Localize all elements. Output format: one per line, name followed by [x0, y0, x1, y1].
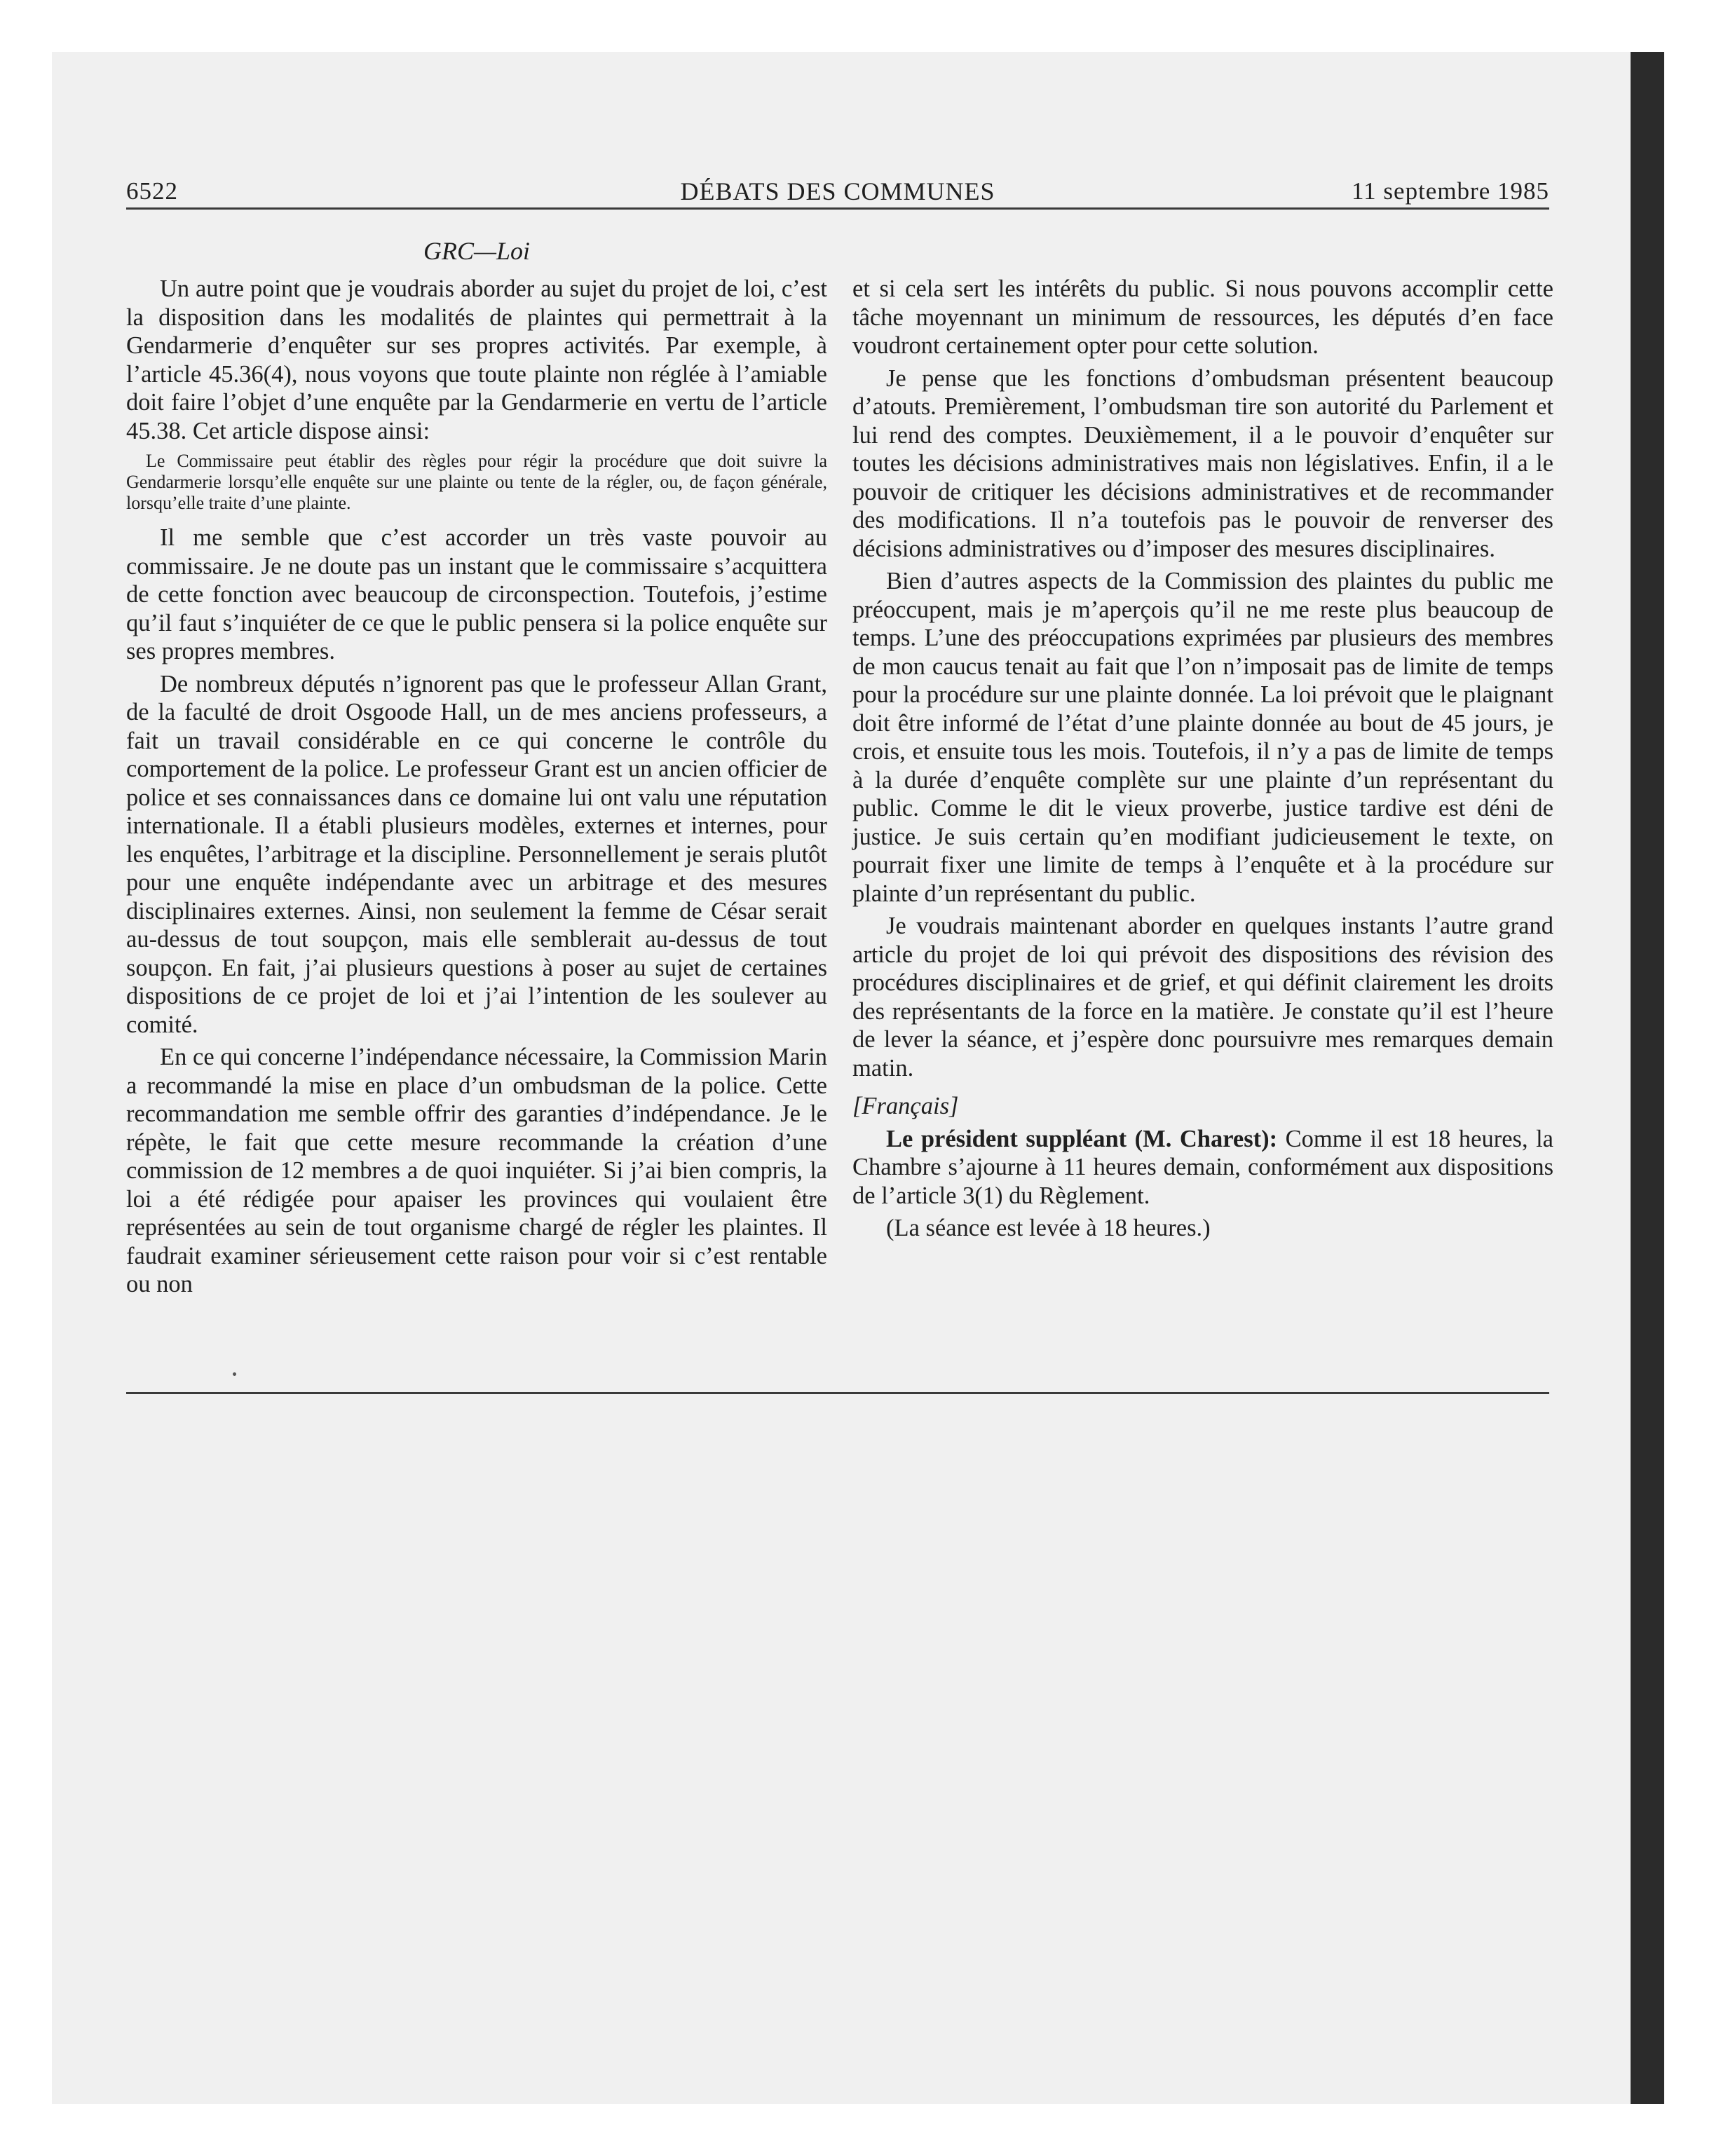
- quoted-provision: Le Commissaire peut établir des règles pour régir la procédure que doit suivre la Gendarmerie lorsqu’elle enquête sur une plainte ou tente de la régler, ou, de façon générale, lorsqu’elle traite d’une plainte.: [126, 451, 827, 513]
- speck: [233, 1372, 236, 1376]
- section-title: GRC—Loi: [423, 237, 531, 265]
- speaker-name: Le président suppléant (M. Charest):: [886, 1125, 1278, 1152]
- paragraph: et si cela sert les intérêts du public. Si nous pouvons accomplir cette tâche moyennant un minimum de ressources, les députés d’en face voudront certainement opter pour cette solution.: [852, 275, 1553, 359]
- scan-edge-shadow: [1631, 52, 1664, 2104]
- page-header: [126, 174, 1549, 209]
- speaker-text: Comme il est 18 heures, la Chambre s’ajourne à 11 heures demain, conformément aux dispositions de l’article 3(1) du Règlement.: [852, 1125, 1553, 1209]
- publication-date: 11 septembre 1985: [1351, 177, 1549, 205]
- closing-line: (La séance est levée à 18 heures.): [886, 1215, 1211, 1241]
- speaker-paragraph: [852, 1125, 1553, 1210]
- language-tag: [Français]: [852, 1093, 959, 1119]
- paragraph: De nombreux députés n’ignorent pas que le professeur Allan Grant, de la faculté de droit Osgoode Hall, un de mes anciens professeurs, a fait un travail considérable en ce qui concerne le contrôle du comportement de la police. Le professeur Grant est un ancien officier de police et ses connaissances dans ce domaine lui ont valu une réputation internationale. Il a établi plusieurs modèles, externes et internes, pour les enquêtes, l’arbitrage et la discipline. Personnellement je serais plutôt pour une enquête indépendante avec un arbitrage et des mesures disciplinaires externes. Ainsi, non seulement la femme de César serait au-dessus de tout soupçon, mais elle semblerait au-dessus de tout soupçon. En fait, j’ai plusieurs questions à poser au sujet de certaines dispositions de ce projet de loi et j’ai l’intention de les soulever au comité.: [126, 670, 827, 1038]
- footer-rule: [126, 1392, 1549, 1394]
- right-column: [852, 275, 1553, 1247]
- paragraph: Je pense que les fonctions d’ombudsman présentent beaucoup d’atouts. Premièrement, l’ombudsman tire son autorité du Parlement et lui rend des comptes. Deuxièmement, il a le pouvoir d’enquêter sur toutes les décisions administratives mais non législatives. Enfin, il a le pouvoir de critiquer les décisions administratives et de recommander des modifications. Il n’a toutefois pas le pouvoir de renverser des décisions administratives ou d’imposer des mesures disciplinaires.: [852, 364, 1553, 562]
- left-column: [126, 275, 827, 1303]
- page-number: 6522: [126, 177, 178, 205]
- paragraph: En ce qui concerne l’indépendance nécessaire, la Commission Marin a recommandé la mise en place d’un ombudsman de la police. Cette recommandation me semble offrir des garanties d’indépendance. Je le répète, le fait que cette mesure recommande la création d’une commission de 12 membres a de quoi inquiéter. Si j’ai bien compris, la loi a été rédigée pour apaiser les provinces qui voulaient être représentées au sein de tout organisme chargé de régler les plaintes. Il faudrait examiner sérieusement cette raison pour voir si c’est rentable ou non: [126, 1044, 827, 1297]
- publication-title: DÉBATS DES COMMUNES: [680, 177, 995, 205]
- paragraph: Il me semble que c’est accorder un très vaste pouvoir au commissaire. Je ne doute pas un instant que le commissaire s’acquittera de cette fonction avec beaucoup de circonspection. Toutefois, j’estime qu’il faut s’inquiéter de ce que le public pensera si la police enquête sur ses propres membres.: [126, 524, 827, 664]
- header-rule: [126, 207, 1549, 210]
- paragraph: Je voudrais maintenant aborder en quelques instants l’autre grand article du projet de loi qui prévoit des dispositions des révision des procédures disciplinaires et de grief, et qui définit clairement les droits des représentants de la force en la matière. Je constate qu’il est l’heure de lever la séance, et j’espère donc poursuivre mes remarques demain matin.: [852, 913, 1553, 1082]
- paragraph: Bien d’autres aspects de la Commission des plaintes du public me préoccupent, mais je m’aperçois qu’il ne me reste plus beaucoup de temps. L’une des préoccupations exprimées par plusieurs des membres de mon caucus tenait au fait que l’on n’imposait pas de limite de temps pour la procédure sur une plainte donnée. La loi prévoit que le plaignant doit être informé de l’état d’une plainte donnée au bout de 45 jours, je crois, et ensuite tous les mois. Toutefois, il n’y a pas de limite de temps à la durée d’enquête complète sur une plainte d’un représentant du public. Comme le dit le vieux proverbe, justice tardive est déni de justice. Je suis certain qu’en modifiant judicieusement le texte, on pourrait fixer une limite de temps à l’enquête et à la procédure sur plainte d’un représentant du public.: [852, 568, 1553, 907]
- paragraph: Un autre point que je voudrais aborder au sujet du projet de loi, c’est la disposition dans les modalités de plaintes qui permettrait à la Gendarmerie d’enquêter sur ses propres activités. Par exemple, à l’article 45.36(4), nous voyons que toute plainte non réglée à l’amiable doit faire l’objet d’une enquête par la Gendarmerie en vertu de l’article 45.38. Cet article dispose ainsi:: [126, 275, 827, 444]
